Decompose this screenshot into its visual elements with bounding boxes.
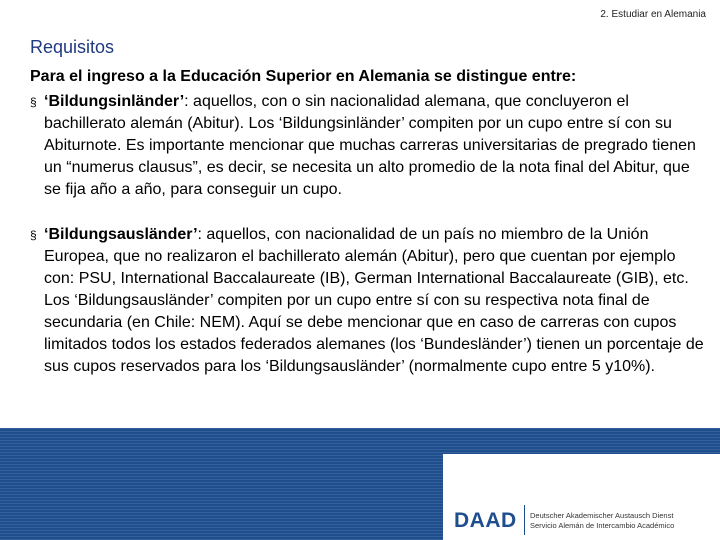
bullet-bildungsauslaender bbox=[30, 224, 710, 378]
org-name-spanish: Servicio Alemán de Intercambio Académico bbox=[530, 521, 675, 530]
bullet-term: ‘Bildungsinländer’ bbox=[44, 93, 185, 110]
bullet-term: ‘Bildungsausländer’ bbox=[44, 226, 198, 243]
slide-title: Requisitos bbox=[30, 37, 115, 57]
intro-text: Para el ingreso a la Educación Superior en Alemania se distingue entre: bbox=[30, 68, 577, 85]
bullet-body: : aquellos, con o sin nacionalidad alemana, que concluyeron el bachillerato alemán (Abitur). Los ‘Bildungsinländer’ compiten por un cupo entre sí con su Abiturnote. Es importante mencionar que muchas carreras universitarias de pregrado tienen un “numerus clausus”, es decir, se necesita un alto promedio de la nota final del Abitur, que se fija año a año, para conseguir un cupo. bbox=[44, 93, 696, 198]
org-name-german: Deutscher Akademischer Austausch Dienst bbox=[530, 511, 674, 520]
bullet-text-block bbox=[30, 224, 710, 378]
bullet-marker: § bbox=[30, 228, 37, 242]
logo-divider bbox=[524, 505, 525, 535]
bullet-body: : aquellos, con nacionalidad de un país no miembro de la Unión Europea, que no realizaron el bachillerato alemán (Abitur), pero que cuentan por ejemplo con: PSU, International Baccalaureate (IB), German International Baccalaureate (GIB), etc. Los ‘Bildungsausländer’ compiten por un cupo entre sí con su respectiva nota final de secundaria (en Chile: NEM). Aquí se debe mencionar que en caso de carreras con cupos limitados todos los estados federados alemanes (los ‘Bundesländer’) tienen un porcentaje de sus cupos reservados para los ‘Bildungsausländer’ (normalmente cupo entre 5 y10%). bbox=[44, 226, 704, 375]
bullet-marker: § bbox=[30, 95, 37, 109]
section-label: 2. Estudiar en Alemania bbox=[600, 9, 706, 20]
bullet-text-block bbox=[30, 91, 710, 201]
daad-logo: DAAD bbox=[454, 509, 517, 532]
bullet-bildungsinlaender bbox=[30, 91, 710, 201]
